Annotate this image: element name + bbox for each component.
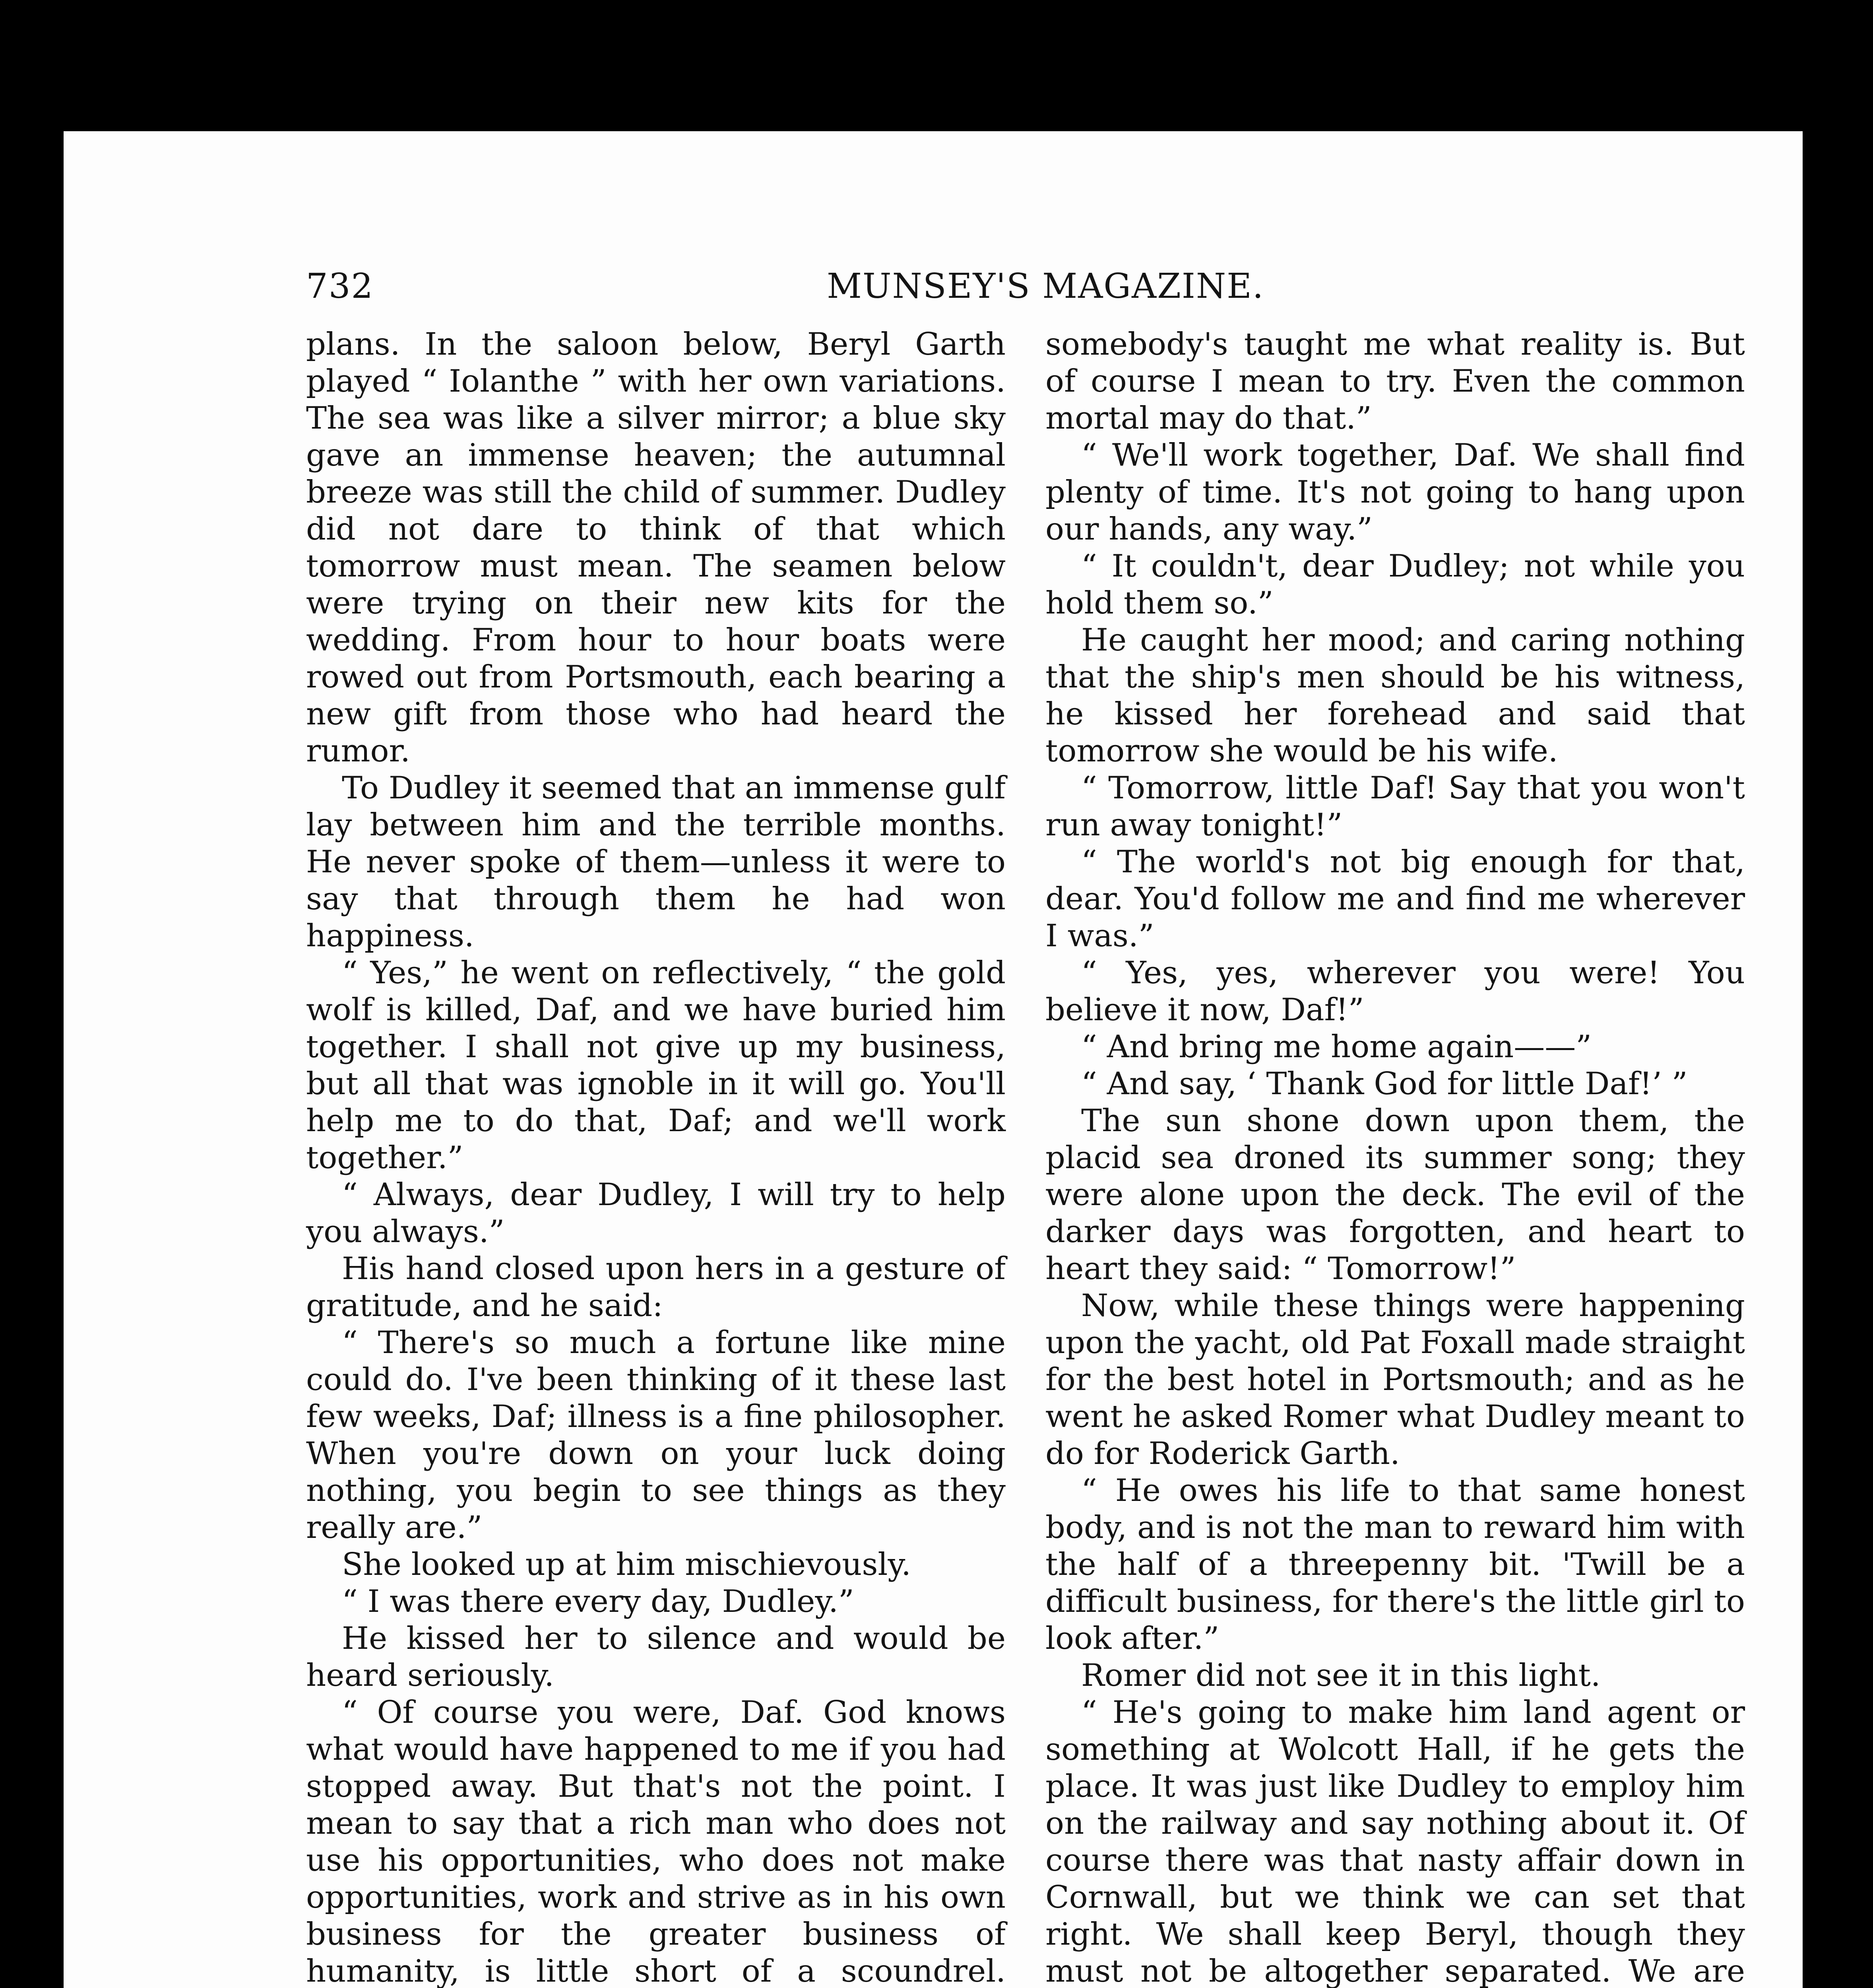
paragraph: His hand closed upon hers in a gesture of gratitude, and he said: xyxy=(306,1251,1006,1324)
magazine-title: MUNSEY'S MAGAZINE. xyxy=(827,266,1264,306)
paragraph: “ And bring me home again——” xyxy=(1081,1029,1592,1065)
text-columns xyxy=(306,326,1745,1988)
paragraph: To Dudley it seemed that an immense gulf lay between him and the terrible months. He never spoke of them—unless it were to say that through them he had won happiness. xyxy=(306,770,1006,954)
paragraph: Romer did not see it in this light. xyxy=(1081,1658,1601,1693)
paragraph: She looked up at him mischievously. xyxy=(342,1547,911,1582)
paragraph: “ It couldn't, dear Dudley; not while you hold them so.” xyxy=(1045,548,1745,621)
paragraph: “ The world's not big enough for that, dear. You'd follow me and find me wherever I was.” xyxy=(1045,844,1745,954)
paragraph: He caught her mood; and caring nothing that the ship's men should be his witness, he kissed her forehead and said that tomorrow she would be his wife. xyxy=(1045,622,1745,769)
paragraph: “ I was there every day, Dudley.” xyxy=(342,1584,854,1619)
paragraph: The sun shone down upon them, the placid sea droned its summer song; they were alone upon the deck. The evil of the darker days was forgotten, and heart to heart they said: “ Tomorrow!” xyxy=(1045,1103,1745,1287)
paragraph: “ He's going to make him land agent or something at Wolcott Hall, if he gets the place. It was just like Dudley to employ him on the railway and say nothing about it. Of course there was that nasty affair down in Cornwall, but we think we can set that right. We shall keep Beryl, though they must not be altogether separated. We are xyxy=(1045,1695,1745,1988)
paragraph: “ And say, ‘ Thank God for little Daf!’ ” xyxy=(1081,1066,1688,1102)
paragraph: “ Always, dear Dudley, I will try to help you always.” xyxy=(306,1177,1006,1250)
left-column xyxy=(306,326,1006,1988)
paragraph: “ Of course you were, Daf. God knows what would have happened to me if you had stopped away. But that's not the point. I mean to say that a rich man who does not use his opportunities, who does not make opportunities, work and strive as in his own business for the greater business of humanity, is little short of a scoundrel. xyxy=(306,1695,1006,1988)
paragraph: “ Yes,” he went on reflectively, “ the gold wolf is killed, Daf, and we have buried him together. I shall not give up my business, but all that was ignoble in it will go. You'll help me to do that, Daf; and we'll work together.” xyxy=(306,955,1006,1176)
paragraph: somebody's taught me what reality is. But of course I mean to try. Even the common mortal may do that.” xyxy=(1045,326,1745,436)
right-column xyxy=(1045,326,1745,1988)
paragraph: “ Tomorrow, little Daf! Say that you won't run away tonight!” xyxy=(1045,770,1745,843)
paragraph: “ There's so much a fortune like mine could do. I've been thinking of it these last few weeks, Daf; illness is a fine philosopher. When you're down on your luck doing nothing, you begin to see things as they really are.” xyxy=(306,1325,1006,1545)
paragraph: “ He owes his life to that same honest body, and is not the man to reward him with the half of a threepenny bit. 'Twill be a difficult business, for there's the little girl to look after.” xyxy=(1045,1473,1745,1656)
page-number: 732 xyxy=(306,266,374,306)
paragraph: “ We'll work together, Daf. We shall find plenty of time. It's not going to hang upon our hands, any way.” xyxy=(1045,437,1745,547)
running-head xyxy=(238,266,1745,326)
magazine-page xyxy=(64,131,1803,1988)
paragraph: Now, while these things were happening upon the yacht, old Pat Foxall made straight for the best hotel in Portsmouth; and as he went he asked Romer what Dudley meant to do for Roderick Garth. xyxy=(1045,1288,1745,1472)
paragraph: plans. In the saloon below, Beryl Garth played “ Iolanthe ” with her own variations. The sea was like a silver mirror; a blue sky gave an immense heaven; the autumnal breeze was still the child of summer. Dudley did not dare to think of that which tomorrow must mean. The seamen below were trying on their new kits for the wedding. From hour to hour boats were rowed out from Portsmouth, each bearing a new gift from those who had heard the rumor. xyxy=(306,326,1006,769)
paragraph: “ Yes, yes, wherever you were! You believe it now, Daf!” xyxy=(1045,955,1745,1028)
paragraph: He kissed her to silence and would be heard seriously. xyxy=(306,1621,1006,1693)
page-content xyxy=(238,266,1745,1988)
